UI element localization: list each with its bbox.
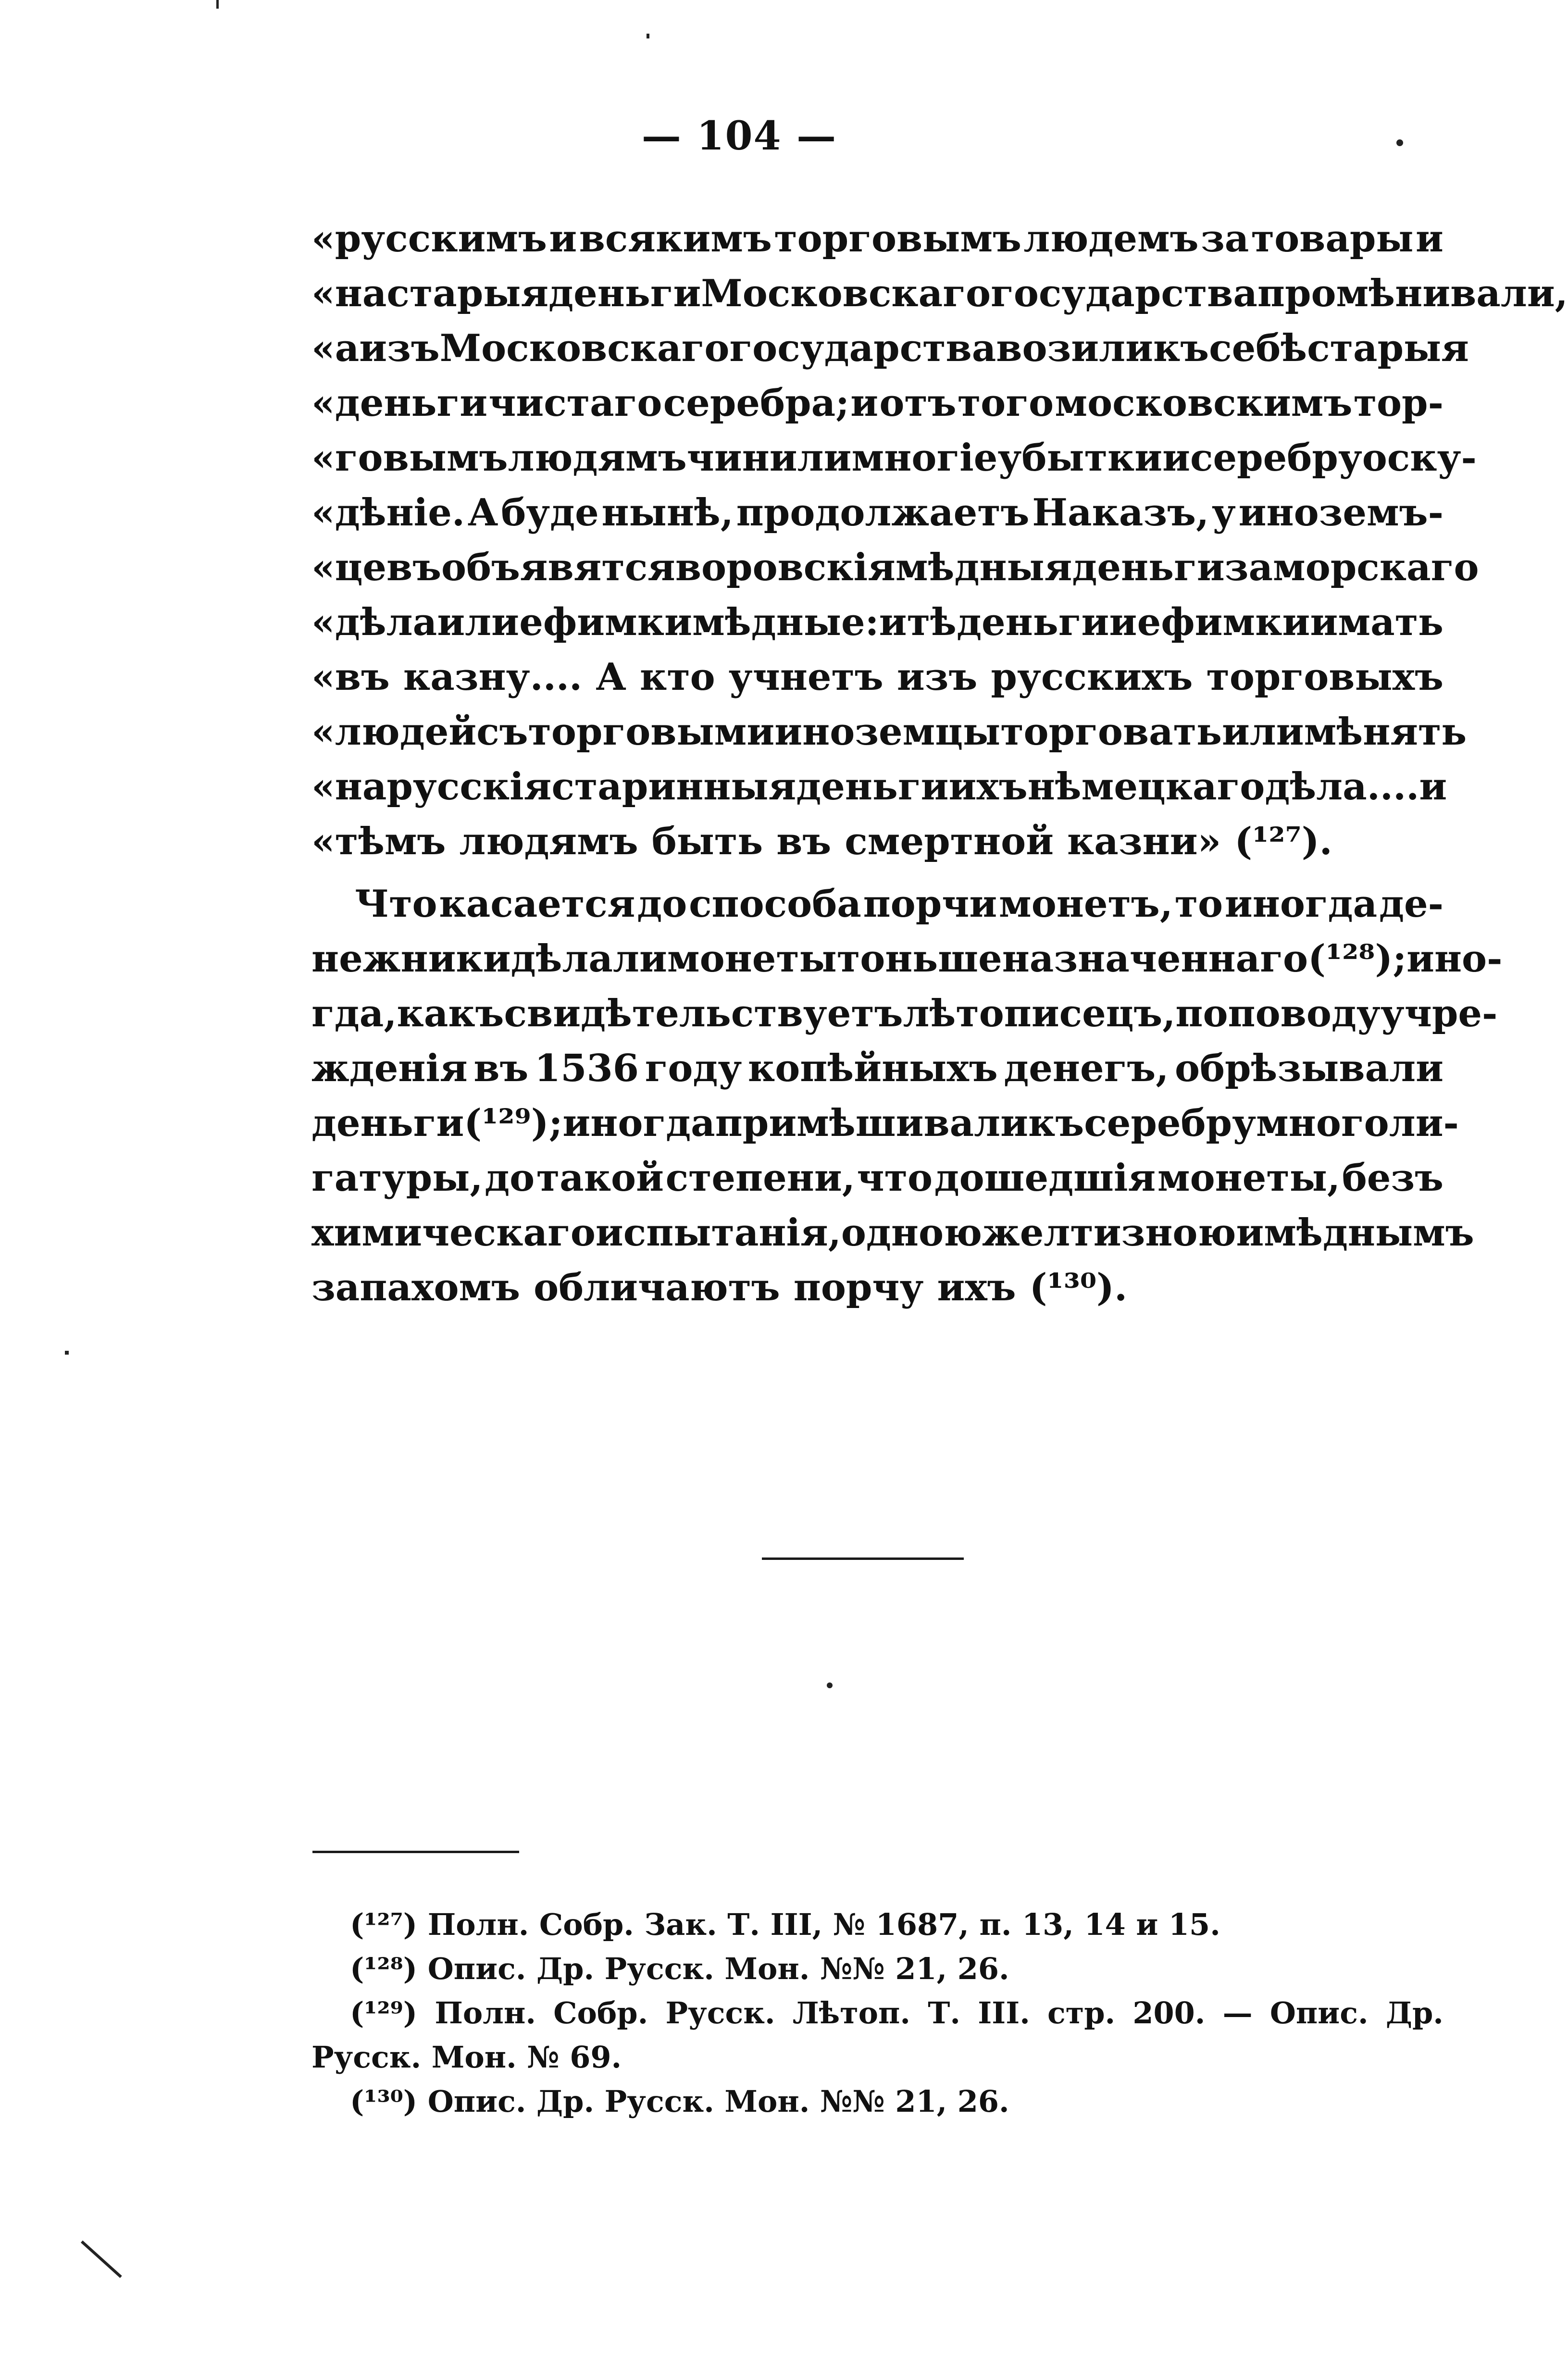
word: старыя bbox=[1307, 326, 1469, 370]
scan-speck bbox=[65, 1351, 69, 1355]
text-line bbox=[311, 486, 1444, 540]
word: къ bbox=[1153, 326, 1209, 370]
word: поводу bbox=[1228, 992, 1381, 1035]
word: мѣдныя bbox=[895, 546, 1072, 589]
word: III. bbox=[978, 1995, 1030, 2031]
paragraph-2 bbox=[311, 877, 1503, 1315]
word: къ bbox=[1028, 1101, 1084, 1145]
word: «людей bbox=[311, 710, 477, 754]
text-line bbox=[311, 321, 1469, 376]
word: «а bbox=[311, 326, 360, 370]
word: кто bbox=[639, 655, 715, 699]
word: убытки bbox=[997, 436, 1163, 480]
word: учре- bbox=[1380, 992, 1498, 1035]
word: Что bbox=[355, 882, 437, 926]
word: товары bbox=[1251, 217, 1414, 261]
scan-speck bbox=[1396, 139, 1403, 146]
text-line bbox=[311, 814, 1444, 869]
word: денегъ, bbox=[1004, 1046, 1169, 1090]
word: Московскаго bbox=[701, 272, 991, 315]
word: обличаютъ bbox=[534, 1266, 780, 1309]
word: торговыхъ bbox=[1206, 655, 1444, 699]
word: торговать bbox=[1000, 710, 1222, 754]
word: быть bbox=[651, 820, 763, 863]
word: государства bbox=[729, 326, 996, 370]
word: «русскимъ bbox=[311, 217, 547, 261]
word: порчи bbox=[863, 882, 997, 926]
word: и bbox=[1416, 217, 1444, 261]
word: и bbox=[1109, 600, 1137, 644]
word: способа bbox=[689, 882, 861, 926]
text-line bbox=[311, 266, 1568, 321]
text-line bbox=[311, 1206, 1474, 1260]
word: Московскаго bbox=[439, 326, 730, 370]
word: ли- bbox=[1389, 1101, 1459, 1145]
text-line bbox=[311, 595, 1444, 650]
word: гда, bbox=[311, 992, 397, 1035]
word: и bbox=[850, 381, 879, 425]
word: «на bbox=[311, 765, 387, 809]
word: деньги bbox=[796, 765, 949, 809]
word: порчу bbox=[793, 1266, 924, 1309]
word: дѣла.... bbox=[1265, 765, 1419, 809]
scan-mark bbox=[81, 2241, 122, 2278]
word: А bbox=[467, 491, 498, 535]
word: до bbox=[485, 1156, 535, 1200]
word: «дѣніе. bbox=[311, 491, 465, 535]
word: 200. bbox=[1132, 1995, 1206, 2031]
main-text bbox=[311, 212, 1568, 1315]
footnote-130: (¹³⁰) Опис. Др. Русск. Мон. №№ 21, 26. bbox=[350, 2084, 1009, 2119]
word: иноземъ- bbox=[1238, 491, 1444, 535]
word: назначеннаго bbox=[1002, 937, 1308, 981]
word: «въ bbox=[311, 655, 390, 699]
word: буде bbox=[501, 491, 599, 535]
scan-speck bbox=[827, 1682, 833, 1688]
word: какъ bbox=[397, 992, 504, 1035]
word: жденія bbox=[311, 1046, 468, 1090]
word: мѣдные: bbox=[692, 600, 879, 644]
word: безъ bbox=[1342, 1156, 1444, 1200]
word: смертной bbox=[845, 820, 1054, 863]
word: нежники bbox=[311, 937, 511, 981]
word: копѣйныхъ bbox=[747, 1046, 998, 1090]
word: старыя bbox=[386, 272, 549, 315]
word: по bbox=[1175, 992, 1228, 1035]
text-line bbox=[311, 650, 1444, 705]
word: стр. bbox=[1047, 1995, 1116, 2031]
word: всякимъ bbox=[579, 217, 772, 261]
section-divider bbox=[762, 1557, 964, 1560]
text-line bbox=[311, 1096, 1459, 1151]
word: много bbox=[1256, 1101, 1389, 1145]
word: одною bbox=[841, 1211, 982, 1255]
word: «дѣла bbox=[311, 600, 437, 644]
word: людямъ bbox=[459, 820, 638, 863]
word: примѣшивали bbox=[715, 1101, 1029, 1145]
word: А bbox=[596, 655, 626, 699]
word: «тѣмъ bbox=[311, 820, 446, 863]
scan-speck bbox=[216, 0, 219, 9]
word: году bbox=[645, 1046, 742, 1090]
word: объявятся bbox=[441, 546, 675, 589]
word: государства bbox=[991, 272, 1257, 315]
word: дошедшія bbox=[934, 1156, 1156, 1200]
footnote-129 bbox=[311, 1991, 1444, 2035]
word: серебру bbox=[1084, 1101, 1256, 1145]
word: то bbox=[1174, 882, 1223, 926]
word: себѣ bbox=[1209, 326, 1307, 370]
word: ефимки bbox=[1137, 600, 1310, 644]
word: заморскаго bbox=[1224, 546, 1479, 589]
text-line bbox=[311, 1041, 1444, 1096]
word: въ bbox=[776, 820, 832, 863]
word: запахомъ bbox=[311, 1266, 521, 1309]
word: чинили bbox=[686, 436, 852, 480]
word: изъ bbox=[896, 655, 978, 699]
word: московскимъ bbox=[1055, 381, 1353, 425]
word: Русск. bbox=[665, 1995, 775, 2031]
text-line bbox=[311, 705, 1467, 760]
word: деньги bbox=[548, 272, 701, 315]
word: Т. bbox=[928, 1995, 960, 2031]
word: дѣлали bbox=[510, 937, 667, 981]
word: чистаго bbox=[488, 381, 662, 425]
word: мѣднымъ bbox=[1264, 1211, 1474, 1255]
word: или bbox=[1221, 710, 1304, 754]
footnote-divider bbox=[312, 1851, 519, 1853]
word: испытанія, bbox=[595, 1211, 841, 1255]
word: такой bbox=[536, 1156, 664, 1200]
text-line bbox=[311, 986, 1498, 1041]
word: продолжаетъ bbox=[736, 491, 1030, 535]
word: ихъ bbox=[937, 1266, 1016, 1309]
word: казни» bbox=[1067, 820, 1221, 863]
word: Наказъ, bbox=[1032, 491, 1209, 535]
word: оску- bbox=[1362, 436, 1477, 480]
word: и bbox=[549, 217, 577, 261]
word: тѣ bbox=[907, 600, 957, 644]
word: торговыми bbox=[528, 710, 775, 754]
text-line bbox=[311, 212, 1444, 266]
word: Опис. bbox=[1269, 1995, 1369, 2031]
word: того bbox=[957, 381, 1054, 425]
word: Полн. bbox=[435, 1995, 536, 2031]
word: или bbox=[437, 600, 520, 644]
word: промѣнивали, bbox=[1257, 272, 1568, 315]
word: и bbox=[879, 600, 907, 644]
paragraph-1 bbox=[311, 212, 1568, 869]
word: иногда bbox=[1224, 882, 1378, 926]
word: имать bbox=[1310, 600, 1444, 644]
word: монеты, bbox=[1157, 1156, 1341, 1200]
scan-speck bbox=[647, 34, 649, 38]
word: «на bbox=[311, 272, 387, 315]
word: степени, bbox=[665, 1156, 855, 1200]
word: нынѣ, bbox=[601, 491, 734, 535]
word: «деньги bbox=[311, 381, 488, 425]
word: за bbox=[1201, 217, 1249, 261]
word: нѣмецкаго bbox=[1027, 765, 1265, 809]
word: людемъ bbox=[1023, 217, 1199, 261]
footnote-127: (¹²⁷) Полн. Собр. Зак. Т. III, № 1687, п. 13, 14 и 15. bbox=[350, 1907, 1220, 1942]
word: русскихъ bbox=[991, 655, 1193, 699]
word: людямъ bbox=[508, 436, 687, 480]
word: тор- bbox=[1353, 381, 1444, 425]
word: иноземцы bbox=[774, 710, 1001, 754]
text-line bbox=[311, 1151, 1444, 1206]
word: до bbox=[637, 882, 687, 926]
word: (¹²⁹); bbox=[464, 1101, 563, 1145]
word: — bbox=[1222, 1995, 1253, 2031]
word: учнетъ bbox=[728, 655, 884, 699]
word: и bbox=[1419, 765, 1447, 809]
word: деньги bbox=[1072, 546, 1225, 589]
word: касается bbox=[439, 882, 635, 926]
word: обрѣзывали bbox=[1174, 1046, 1444, 1090]
word: старинныя bbox=[551, 765, 796, 809]
word: возили bbox=[996, 326, 1153, 370]
word: (¹²⁷). bbox=[1234, 820, 1332, 863]
word: свидѣтельствуетъ bbox=[504, 992, 903, 1035]
word: (¹²⁹) bbox=[350, 1995, 418, 2031]
text-line bbox=[311, 877, 1444, 932]
word: «цевъ bbox=[311, 546, 442, 589]
word: иногда bbox=[562, 1101, 715, 1145]
word: гатуры, bbox=[311, 1156, 483, 1200]
text-line bbox=[311, 760, 1447, 814]
word: желтизною bbox=[982, 1211, 1236, 1255]
word: деньги bbox=[311, 1101, 464, 1145]
word: ино- bbox=[1406, 937, 1503, 981]
word: монеты bbox=[667, 937, 837, 981]
word: Собр. bbox=[553, 1995, 648, 2031]
word: де- bbox=[1379, 882, 1444, 926]
footnote-129-continuation: Русск. Мон. № 69. bbox=[311, 2040, 622, 2075]
word: серебру bbox=[1190, 436, 1362, 480]
word: въ bbox=[473, 1046, 529, 1090]
word: химическаго bbox=[311, 1211, 596, 1255]
text-line bbox=[311, 376, 1444, 431]
word: воровскія bbox=[675, 546, 896, 589]
word: (¹²⁸); bbox=[1308, 937, 1407, 981]
word: торговымъ bbox=[774, 217, 1021, 261]
word: ефимки bbox=[519, 600, 692, 644]
word: и bbox=[1236, 1211, 1264, 1255]
word: Лѣтоп. bbox=[792, 1995, 910, 2031]
word: съ bbox=[476, 710, 528, 754]
word: многіе bbox=[851, 436, 998, 480]
word: что bbox=[857, 1156, 933, 1200]
word: у bbox=[1211, 491, 1236, 535]
word: лѣтописецъ, bbox=[903, 992, 1176, 1035]
word: и bbox=[1162, 436, 1190, 480]
text-line bbox=[311, 540, 1479, 595]
footnotes bbox=[311, 1903, 1444, 2124]
word: серебра; bbox=[663, 381, 849, 425]
word: казну.... bbox=[403, 655, 583, 699]
word: тоньше bbox=[836, 937, 1002, 981]
word: отъ bbox=[879, 381, 957, 425]
word: ихъ bbox=[948, 765, 1028, 809]
word: мѣнять bbox=[1304, 710, 1467, 754]
text-line bbox=[311, 1260, 1444, 1315]
word: «говымъ bbox=[311, 436, 508, 480]
footnote-128: (¹²⁸) Опис. Др. Русск. Мон. №№ 21, 26. bbox=[350, 1951, 1009, 1986]
text-line bbox=[311, 431, 1477, 486]
word: деньги bbox=[957, 600, 1109, 644]
word: монетъ, bbox=[999, 882, 1173, 926]
page-number: — 104 — bbox=[641, 113, 837, 159]
word: 1536 bbox=[534, 1046, 639, 1090]
word: Др. bbox=[1385, 1995, 1444, 2031]
word: изъ bbox=[359, 326, 440, 370]
text-line bbox=[311, 932, 1503, 986]
word: русскія bbox=[386, 765, 552, 809]
word: (¹³⁰). bbox=[1029, 1266, 1128, 1309]
